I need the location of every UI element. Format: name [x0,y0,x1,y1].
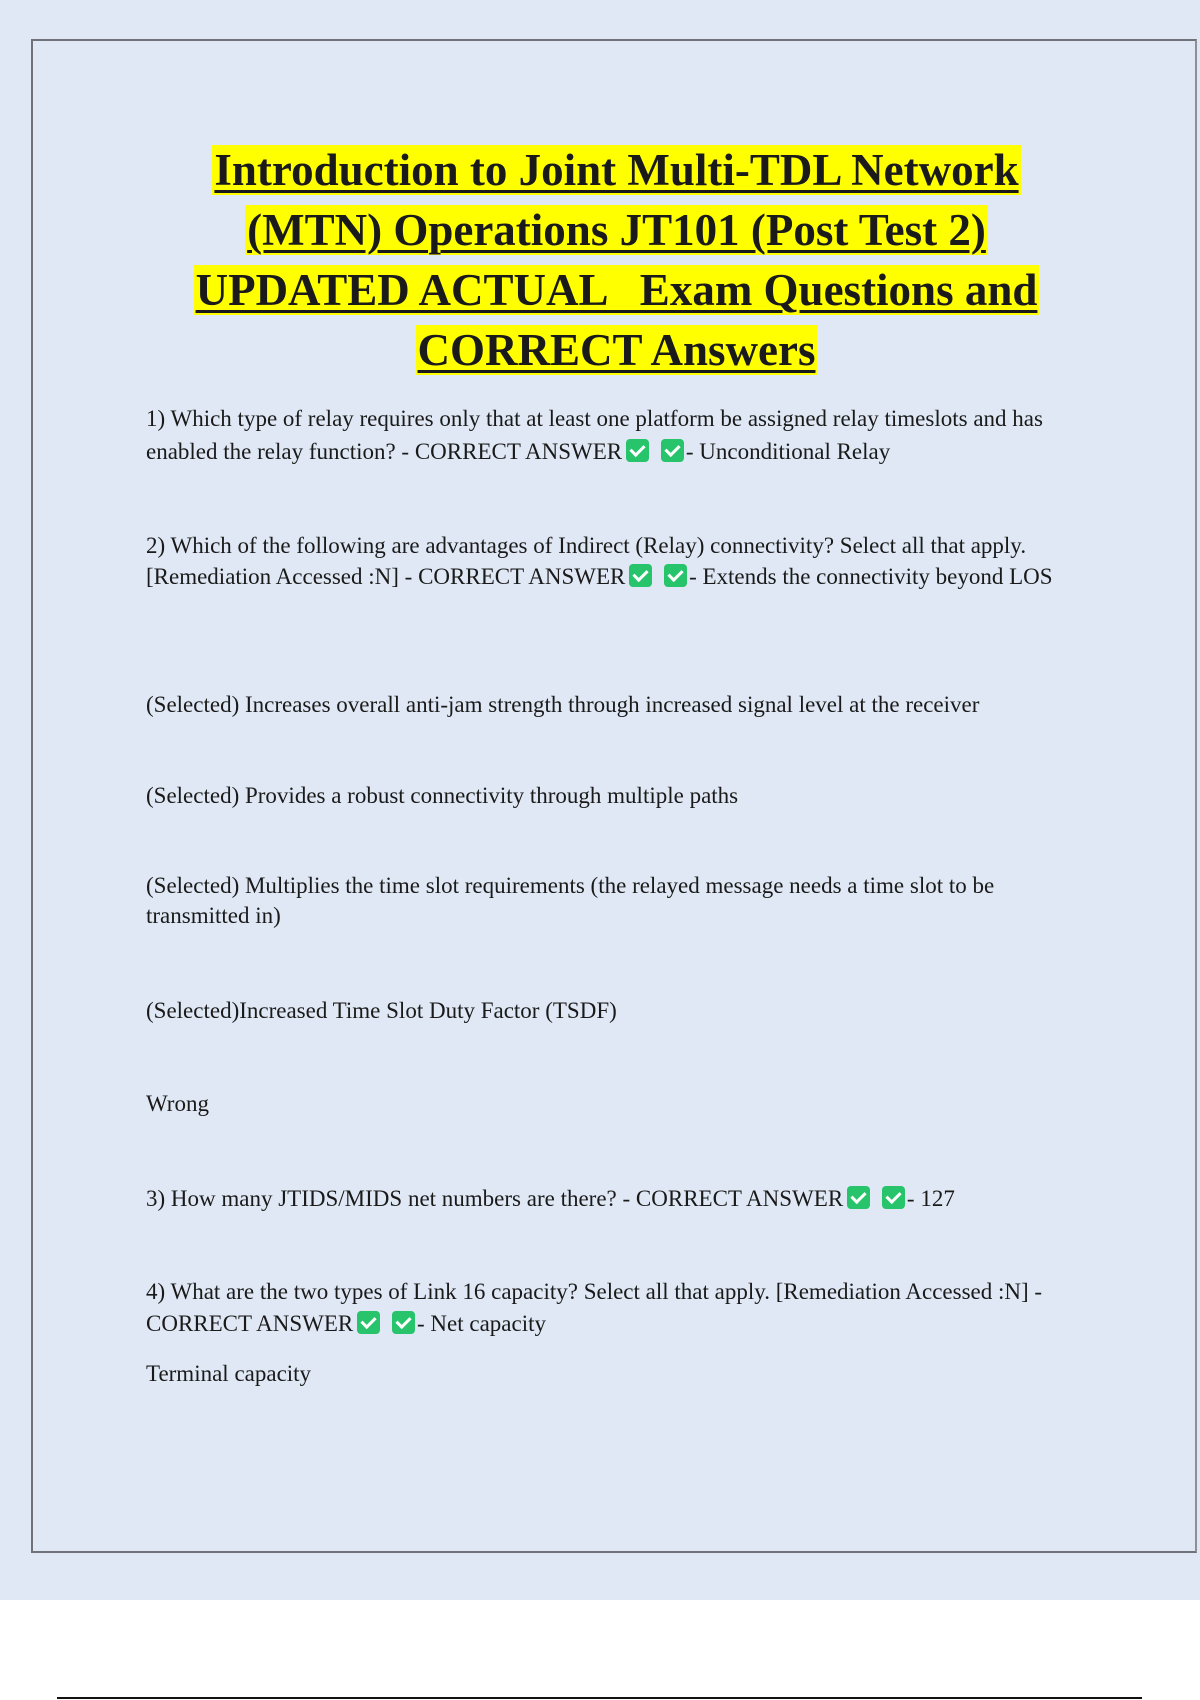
question-3-answer: - 127 [906,1186,955,1211]
question-2-prompt: 2) Which of the following are advantages of Indirect (Relay) connectivity? Select all that apply. [Remediation Accessed :N] - CORRECT ANSWER [146,533,1027,589]
check-box-icon [847,1186,870,1209]
title-line-1: Introduction to Joint Multi-TDL Network [214,145,1019,195]
result-label: Wrong [146,1091,209,1116]
title-line-2: (MTN) Operations JT101 (Post Test 2) [247,205,986,255]
question-4-prompt: 4) What are the two types of Link 16 capacity? Select all that apply. [Remediation Accessed :N] - CORRECT ANSWER [146,1279,1043,1336]
question-3 [146,1182,1086,1215]
question-4 [146,1276,1086,1340]
option-3: (Selected) Multiplies the time slot requirements (the relayed message needs a time slot to be transmitted in) [146,873,995,928]
check-box-icon [661,439,684,462]
check-box-icon [882,1186,905,1209]
check-box-icon [629,564,652,587]
option-4: (Selected)Increased Time Slot Duty Factor (TSDF) [146,998,617,1023]
check-box-icon [664,564,687,587]
option-1: (Selected) Increases overall anti-jam strength through increased signal level at the receiver [146,692,980,717]
question-1-prompt: 1) Which type of relay requires only that at least one platform be assigned relay timeslots and has enabled the relay function? - CORRECT ANSWER [146,406,1043,464]
check-box-icon [357,1311,380,1334]
question-1 [146,402,1086,468]
check-box-icon [626,439,649,462]
option-2: (Selected) Provides a robust connectivity through multiple paths [146,783,739,808]
document-title [100,140,1133,380]
question-4-answer: - Net capacity [417,1311,546,1336]
question-2-answer: - Extends the connectivity beyond LOS [689,564,1053,589]
check-box-icon [392,1311,415,1334]
question-2 [146,530,1086,592]
title-line-4: CORRECT Answers [417,325,816,375]
extra-answer: Terminal capacity [146,1361,312,1386]
question-1-answer: - Unconditional Relay [685,439,891,464]
title-line-3: UPDATED ACTUAL Exam Questions and [195,265,1038,315]
bottom-divider [57,1697,1142,1699]
question-3-prompt: 3) How many JTIDS/MIDS net numbers are there? - CORRECT ANSWER [146,1186,844,1211]
